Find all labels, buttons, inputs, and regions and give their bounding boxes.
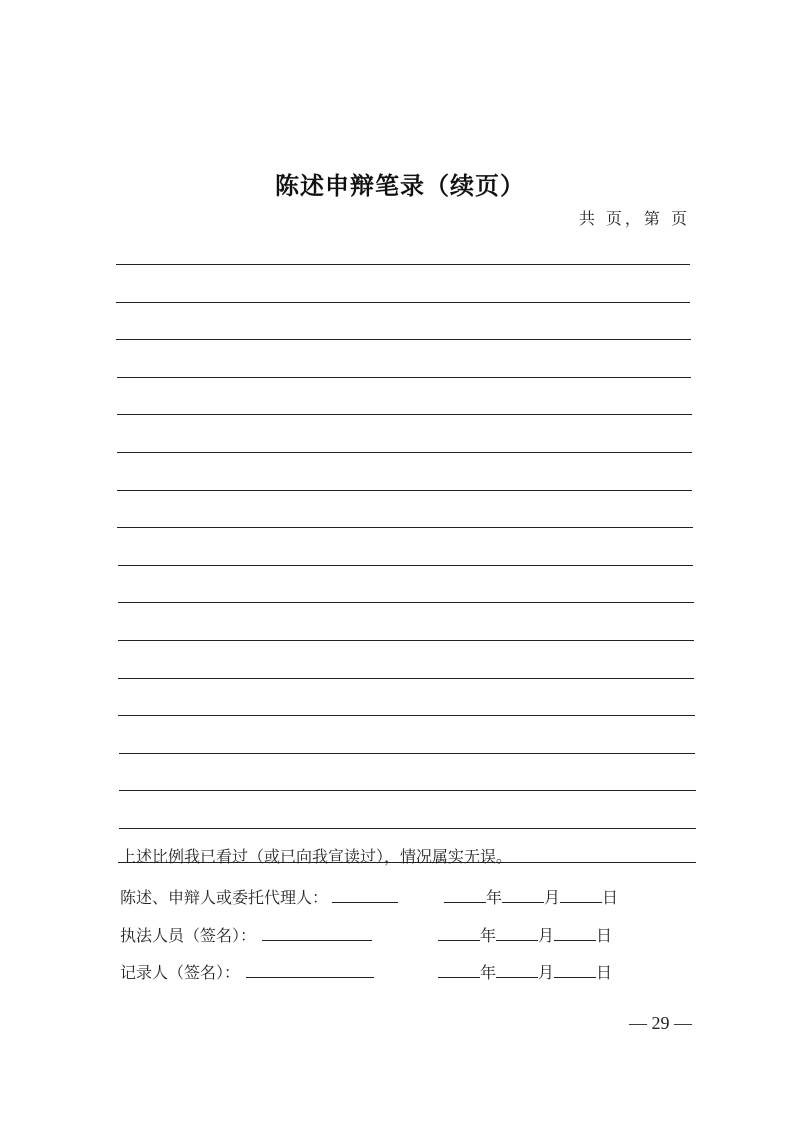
day-field[interactable] [554, 963, 596, 978]
writing-line[interactable] [117, 377, 692, 378]
year-field[interactable] [438, 963, 480, 978]
page-number: — 29 — [629, 1013, 692, 1033]
day-field[interactable] [560, 888, 602, 903]
declarant-label: 陈述、申辩人或委托代理人： [120, 888, 329, 907]
writing-line[interactable] [118, 602, 694, 603]
date-row-declarant [444, 885, 618, 908]
writing-line[interactable] [117, 452, 692, 453]
writing-line[interactable] [117, 490, 692, 491]
year-field[interactable] [444, 888, 486, 903]
writing-line[interactable] [117, 527, 692, 528]
confirmation-statement: 上述比例我已看过（或已向我宣读过），情况属实无误。 [120, 847, 513, 866]
writing-line[interactable] [116, 339, 690, 340]
page-count-label: 共 页，第 页 [578, 209, 690, 228]
writing-line[interactable] [119, 790, 696, 791]
officer-signature-field[interactable] [262, 926, 372, 941]
signature-row-declarant [120, 885, 398, 908]
form-title: 陈述申辩笔录（续页） [275, 171, 525, 200]
writing-line[interactable] [117, 414, 692, 415]
month-field[interactable] [496, 963, 538, 978]
month-label: 月 [538, 963, 555, 982]
day-field[interactable] [554, 926, 596, 941]
year-label: 年 [480, 963, 497, 982]
writing-line[interactable] [118, 715, 694, 716]
day-label: 日 [596, 963, 613, 982]
recorder-signature-field[interactable] [246, 963, 374, 978]
month-label: 月 [544, 888, 561, 907]
writing-line[interactable] [119, 753, 696, 754]
year-field[interactable] [438, 926, 480, 941]
writing-line[interactable] [118, 565, 694, 566]
writing-line[interactable] [116, 264, 690, 265]
recorder-label: 记录人（签名）： [120, 963, 241, 982]
year-label: 年 [486, 888, 503, 907]
month-field[interactable] [496, 926, 538, 941]
day-label: 日 [596, 926, 613, 945]
writing-line[interactable] [118, 640, 694, 641]
declarant-signature-field[interactable] [332, 888, 398, 903]
signature-row-officer [120, 923, 372, 946]
signature-row-recorder [120, 960, 374, 983]
writing-line[interactable] [116, 302, 690, 303]
month-field[interactable] [502, 888, 544, 903]
officer-label: 执法人员（签名）： [120, 926, 257, 945]
month-label: 月 [538, 926, 555, 945]
statement-underline [118, 862, 696, 863]
writing-line[interactable] [118, 678, 694, 679]
date-row-officer [438, 923, 612, 946]
year-label: 年 [480, 926, 497, 945]
date-row-recorder [438, 960, 612, 983]
day-label: 日 [602, 888, 619, 907]
writing-line[interactable] [119, 828, 696, 829]
